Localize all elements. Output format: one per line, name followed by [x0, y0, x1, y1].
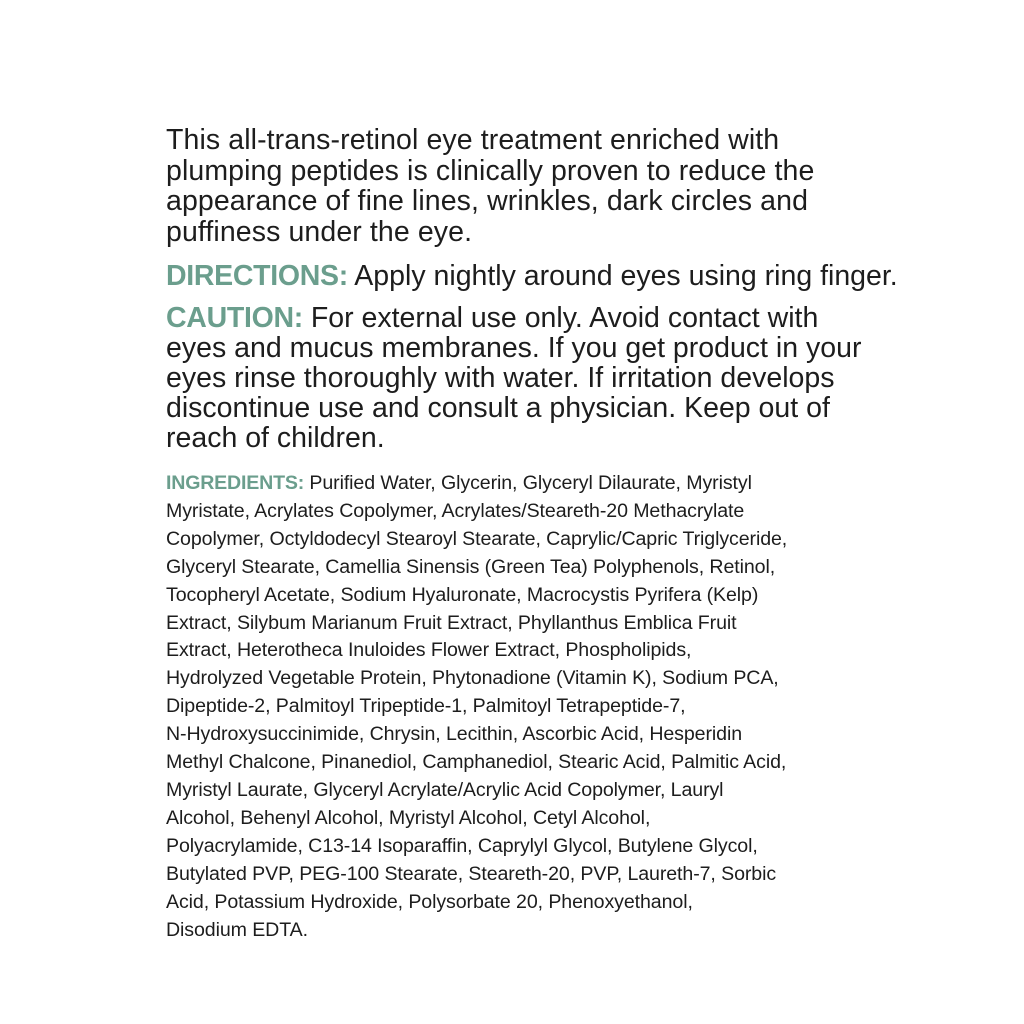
description-line: appearance of fine lines, wrinkles, dark circles and	[166, 185, 809, 217]
ingredients-line: Acid, Potassium Hydroxide, Polysorbate 20, Phenoxyethanol,	[166, 890, 693, 913]
ingredients-line	[166, 470, 906, 498]
ingredients-line: Myristate, Acrylates Copolymer, Acrylates/Steareth-20 Methacrylate	[166, 499, 745, 522]
ingredients-line: Extract, Heterotheca Inuloides Flower Extract, Phospholipids,	[166, 639, 692, 662]
caution-line: eyes and mucus membranes. If you get product in your	[166, 332, 862, 364]
ingredients-line: Disodium EDTA.	[166, 918, 308, 941]
ingredients-line: Butylated PVP, PEG-100 Stearate, Steareth-20, PVP, Laureth-7, Sorbic	[166, 862, 777, 885]
ingredients-line: Glyceryl Stearate, Camellia Sinensis (Green Tea) Polyphenols, Retinol,	[166, 555, 776, 578]
ingredients-line: Alcohol, Behenyl Alcohol, Myristyl Alcohol, Cetyl Alcohol,	[166, 806, 651, 829]
product-description	[166, 125, 906, 247]
caution-heading: CAUTION:	[166, 302, 303, 334]
product-label-text	[166, 125, 906, 944]
ingredients-line: Myristyl Laurate, Glyceryl Acrylate/Acrylic Acid Copolymer, Lauryl	[166, 778, 724, 801]
ingredients-line: N-Hydroxysuccinimide, Chrysin, Lecithin, Ascorbic Acid, Hesperidin	[166, 723, 742, 746]
ingredients-line: Extract, Silybum Marianum Fruit Extract, Phyllanthus Emblica Fruit	[166, 611, 737, 634]
ingredients-line: Dipeptide-2, Palmitoyl Tripeptide-1, Palmitoyl Tetrapeptide-7,	[166, 695, 686, 718]
caution-line: reach of children.	[166, 422, 385, 454]
caution-line: eyes rinse thoroughly with water. If irritation develops	[166, 362, 835, 394]
directions-text: Apply nightly around eyes using ring finger.	[347, 260, 898, 292]
ingredients-heading: INGREDIENTS:	[166, 472, 305, 494]
directions-heading: DIRECTIONS:	[166, 260, 348, 292]
ingredients-line: Copolymer, Octyldodecyl Stearoyl Stearate, Caprylic/Capric Triglyceride,	[166, 527, 788, 550]
ingredients-line: Methyl Chalcone, Pinanediol, Camphanediol, Stearic Acid, Palmitic Acid,	[166, 751, 787, 774]
caution-line: discontinue use and consult a physician. Keep out of	[166, 392, 830, 424]
caution-line	[166, 303, 906, 333]
description-line: plumping peptides is clinically proven to reduce the	[166, 154, 815, 187]
description-line: This all-trans-retinol eye treatment enriched with	[166, 124, 780, 156]
directions-section	[166, 261, 906, 291]
ingredients-line: Polyacrylamide, C13-14 Isoparaffin, Caprylyl Glycol, Butylene Glycol,	[166, 834, 758, 857]
ingredients-line: Tocopheryl Acetate, Sodium Hyaluronate, Macrocystis Pyrifera (Kelp)	[166, 583, 759, 606]
ingredients-line: Hydrolyzed Vegetable Protein, Phytonadione (Vitamin K), Sodium PCA,	[166, 667, 779, 690]
description-line: puffiness under the eye.	[166, 215, 473, 248]
directions-line	[166, 261, 906, 291]
ingredients-text: Purified Water, Glycerin, Glyceryl Dilaurate, Myristyl	[304, 472, 752, 494]
caution-section	[166, 303, 906, 453]
ingredients-section	[166, 470, 906, 944]
caution-text: For external use only. Avoid contact with	[302, 302, 819, 334]
